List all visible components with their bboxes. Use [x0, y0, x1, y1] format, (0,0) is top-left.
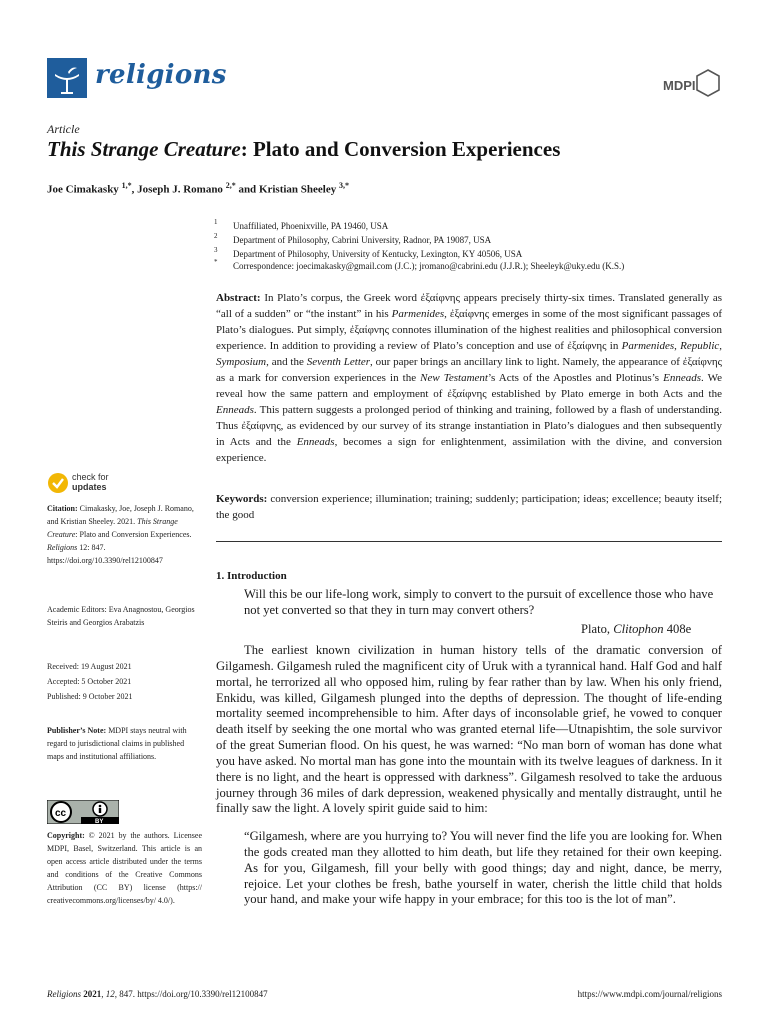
epigraph-author: Plato, — [581, 622, 614, 636]
mdpi-logo-icon — [661, 68, 721, 102]
affiliation — [214, 246, 523, 259]
keywords — [216, 491, 722, 523]
accepted-date: Accepted: 5 October 2021 — [47, 677, 132, 686]
copyright-text: © 2021 by the authors. Licensee MDPI, Basel, Switzerland. This article is an open access article distributed under the terms and conditions of the Creative Commons Attribution (CC BY) license (https:// creativecommons.org/licenses/by/ 4.0/). — [47, 831, 202, 905]
cc-by-label: BY — [95, 819, 104, 824]
abstract-italic-term: Parmenides — [621, 340, 675, 352]
publisher-note — [47, 724, 202, 763]
author-name: Joseph J. Romano — [137, 183, 223, 196]
footer-journal: Religions — [47, 989, 81, 999]
abstract-italic-term: Parmenides — [391, 308, 445, 320]
section-title: 1. Introduction — [216, 570, 287, 582]
abstract-text: In Plato’s corpus, the Greek word ἐξαίφνης appears precisely thirty-six times. Translated generally as “all of a sudden” or “the instant” in his — [216, 292, 722, 320]
affiliation-text: Department of Philosophy, Cabrini University, Radnor, PA 19087, USA — [233, 235, 492, 245]
author-name: Joe Cimakasky — [47, 183, 119, 196]
author-sup: 2,* — [225, 181, 236, 190]
publisher-note-text: MDPI stays neutral with regard to jurisdictional claims in published maps and institutional affiliations. — [47, 726, 187, 761]
copyright — [47, 829, 202, 907]
citation-text: : Plato and Conversion Experiences. — [75, 530, 192, 539]
journal-name: religions — [95, 60, 227, 90]
epigraph-ref: 408e — [663, 622, 692, 636]
academic-editors: Academic Editors: Eva Anagnostou, Georgios Steiris and Georgios Arabatzis — [47, 605, 195, 627]
footer-separator: , — [101, 989, 106, 999]
epigraph: Will this be our life-long work, simply to convert to the pursuit of excellence those who have not yet converted so that they in turn may convert others? — [244, 587, 714, 617]
published-date: Published: 9 October 2021 — [47, 692, 133, 701]
abstract-text: , ἐξαίφνης emerges in some of the most significant passages of Plato’s dialogues. Put simply, ἐξαίφνης connotes illumination of the highest realities and philosophical conversion experience. In addition to providing a review of Plato’s conception and use of ἐξαίφνης in — [216, 308, 723, 352]
author-name: Kristian Sheeley — [258, 183, 337, 196]
citation-journal: Religions — [47, 543, 78, 552]
copyright-label: Copyright: — [47, 831, 85, 840]
abstract-italic-term: Seventh Letter — [306, 356, 371, 368]
abstract-italic-term: Enneads — [296, 436, 335, 448]
cc-by-license-icon[interactable] — [47, 800, 119, 824]
affiliation-text: Correspondence: joecimakasky@gmail.com (J.C.); jromano@cabrini.edu (J.J.R.); Sheeleyk@uky.edu (K.S.) — [233, 261, 625, 271]
check-for-updates-button[interactable] — [72, 472, 109, 492]
correspondence — [214, 258, 625, 271]
abstract-italic-term: New Testament — [420, 372, 488, 384]
abstract-italic-term: Symposium — [216, 356, 267, 368]
check-for-updates-icon[interactable] — [47, 472, 69, 494]
epigraph-work: Clitophon — [613, 622, 664, 636]
body-paragraph: The earliest known civilization in human history tells of the dramatic conversion of Gilgamesh. Gilgamesh ruled the magnificent city of Uruk with a tyrannical hand. Half God and half mortal, he terrorized all who opposed him, ruling by fear rather than by law. When his only friend, Enkidu, was killed, Gilgamesh plunged into the depths of depression. The thought of life-ending mortality seemed incomprehensible to him. After days of inconsolable grief, he vowed to conquer death itself by seeking the one mortal who was granted eternal life—Utnapishtim, the sole survivor of the great Sumerian flood. On his quest, he was warned: “No man born of woman has done what you have asked. No mortal man has gone into the mountain with its twelve leagues of darkness. In it there is no light, and the heart is oppressed with darkness”. Gilgamesh resolved to take the arduous journey through 36 miles of dark depression, weakened physically and mentally distraught, until he finally saw the light. A lovely spirit guide said to him: — [216, 643, 722, 816]
svg-text:cc: cc — [55, 808, 67, 819]
citation — [47, 502, 202, 567]
author-sup: 3,* — [339, 181, 349, 190]
affiliation-text: Unaffiliated, Phoenixville, PA 19460, USA — [233, 221, 389, 231]
affiliation-text: Department of Philosophy, University of Kentucky, Lexington, KY 40506, USA — [233, 249, 523, 259]
affiliation-number: 1 — [214, 218, 218, 226]
publisher-note-label: Publisher’s Note: — [47, 726, 107, 735]
footer-doi[interactable]: , 847. https://doi.org/10.3390/rel12100847 — [114, 989, 268, 999]
abstract-italic-term: Enneads — [216, 404, 254, 416]
block-quote: “Gilgamesh, where are you hurrying to? You will never find the life you are looking for. When the gods created man they allotted to him death, but life they retained for their own keeping. As for you, Gilgamesh, fill your belly with good things; day and night, dance, be merry, rejoice. Let your clothes be fresh, bathe yourself in water, cherish the little child that holds your hand, and make your wife happy in your embrace; for this too is the lot of man”. — [244, 829, 722, 907]
epigraph-attribution — [581, 622, 691, 637]
footer-journal-url[interactable]: https://www.mdpi.com/journal/religions — [577, 989, 722, 999]
abstract — [216, 290, 722, 466]
abstract-text: . This pattern suggests a prolonged period of thinking and training, followed by a flash of understanding. Thus ἐξαίφνης, as evidenced by our survey of its strange instantiation in Plato’s dialogues and then subsequently in Acts and the — [216, 404, 722, 448]
article-type: Article — [47, 122, 80, 136]
citation-text: Cimakasky, Joe, Joseph J. Romano, and Kristian Sheeley. 2021. — [47, 504, 194, 526]
footer-citation — [47, 989, 268, 999]
affiliation — [214, 232, 492, 245]
abstract-text: , our paper brings an ancillary link to light. Namely, the appearance of ἐξαίφνης as a mark for conversion experiences in the — [216, 356, 722, 384]
author-sup: 1,* — [121, 181, 132, 190]
article-title — [47, 137, 560, 162]
affiliation-number: 3 — [214, 246, 218, 254]
citation-label: Citation: — [47, 504, 78, 513]
abstract-text: , — [674, 340, 681, 352]
author-separator: , — [131, 183, 138, 196]
abstract-italic-term: Enneads — [663, 372, 701, 384]
affiliation — [214, 218, 389, 231]
title-rest: : Plato and Conversion Experiences — [240, 137, 561, 161]
abstract-text: . We reveal how the same pattern and employment of ἐξαίφνης established by Plato emerge in both Acts and the — [216, 372, 722, 400]
check-for-updates-line2: updates — [72, 482, 107, 492]
citation-title: This Strange Creature — [47, 517, 178, 539]
check-for-updates-line1: check for — [72, 472, 109, 482]
citation-doi[interactable]: 12: 847. https://doi.org/10.3390/rel12100847 — [47, 543, 163, 565]
abstract-text: ’s Acts of the Apostles and Plotinus’s — [487, 372, 664, 384]
abstract-italic-term: Republic — [680, 340, 720, 352]
abstract-body — [216, 292, 722, 464]
keywords-label: Keywords: — [216, 493, 268, 505]
received-date: Received: 19 August 2021 — [47, 662, 132, 671]
divider — [216, 541, 722, 542]
footer-year: 2021 — [81, 989, 102, 999]
footer-volume: 12 — [105, 989, 115, 999]
title-italic: This Strange Creature — [47, 137, 241, 161]
abstract-label: Abstract: — [216, 292, 261, 304]
abstract-text: , becomes a sign for enlightenment, assimilation with the divine, and conversion experience. — [216, 436, 722, 464]
affiliation-number: 2 — [214, 232, 218, 240]
affiliation-number: * — [214, 258, 218, 266]
keywords-text: conversion experience; illumination; training; suddenly; participation; ideas; excellence; beauty itself; the good — [216, 493, 722, 521]
abstract-text: , — [719, 340, 723, 352]
abstract-text: , and the — [266, 356, 307, 368]
author-separator: and — [235, 183, 259, 196]
author-list — [47, 181, 349, 196]
religions-logo-icon — [47, 58, 87, 98]
publisher-name: MDPI — [663, 78, 696, 93]
